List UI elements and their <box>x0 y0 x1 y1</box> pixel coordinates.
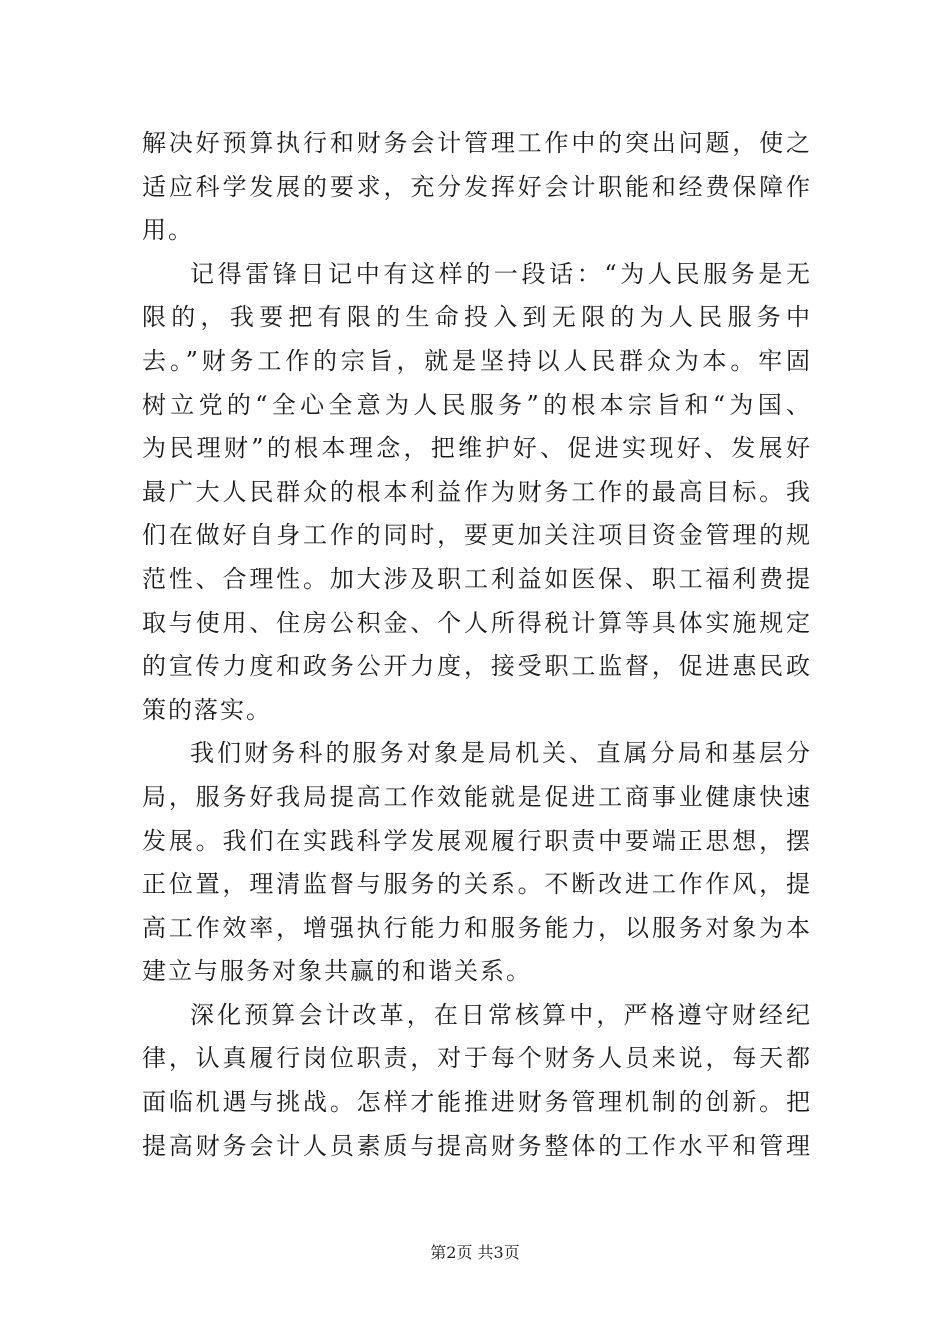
text-line: 们在做好自身工作的同时，要更加关注项目资金管理的规 <box>142 521 810 550</box>
text-line: 记得雷锋日记中有这样的一段话：“为人民服务是无 <box>190 259 810 288</box>
paragraph-1 <box>142 122 810 253</box>
text-line: 树立党的“全心全意为人民服务”的根本宗旨和“为国、 <box>142 390 810 419</box>
text-line: 适应科学发展的要求，充分发挥好会计职能和经费保障作 <box>142 172 810 201</box>
document-body <box>142 122 810 1168</box>
text-line: 发展。我们在实践科学发展观履行职责中要端正思想，摆 <box>142 826 810 855</box>
text-line: 用。 <box>142 216 194 245</box>
paragraph-3 <box>142 732 810 994</box>
text-line: 律，认真履行岗位职责，对于每个财务人员来说，每天都 <box>142 1044 810 1073</box>
page-footer <box>0 1240 950 1263</box>
text-line: 取与使用、住房公积金、个人所得税计算等具体实施规定 <box>142 608 810 637</box>
text-line: 范性、合理性。加大涉及职工利益如医保、职工福利费提 <box>142 564 810 593</box>
text-line: 我们财务科的服务对象是局机关、直属分局和基层分 <box>190 739 810 768</box>
text-line: 策的落实。 <box>142 695 272 724</box>
text-line: 面临机遇与挑战。怎样才能推进财务管理机制的创新。把 <box>142 1088 810 1117</box>
text-line: 最广大人民群众的根本利益作为财务工作的最高目标。我 <box>142 477 810 506</box>
text-line: 建立与服务对象共赢的和谐关系。 <box>142 957 532 986</box>
text-line: 为民理财”的根本理念，把维护好、促进实现好、发展好 <box>142 434 810 463</box>
text-line: 提高财务会计人员素质与提高财务整体的工作水平和管理 <box>142 1131 810 1160</box>
text-line: 解决好预算执行和财务会计管理工作中的突出问题，使之 <box>142 129 810 157</box>
page-number-label: 第2页 共3页 <box>430 1243 520 1262</box>
paragraph-2 <box>142 253 810 733</box>
text-line: 限的，我要把有限的生命投入到无限的为人民服务中 <box>142 303 810 332</box>
text-line: 去。”财务工作的宗旨，就是坚持以人民群众为本。牢固 <box>142 346 810 375</box>
text-line: 深化预算会计改革，在日常核算中，严格遵守财经纪 <box>190 1000 810 1029</box>
text-line: 高工作效率，增强执行能力和服务能力，以服务对象为本 <box>142 913 810 942</box>
text-line: 的宣传力度和政务公开力度，接受职工监督，促进惠民政 <box>142 652 810 681</box>
text-line: 正位置，理清监督与服务的关系。不断改进工作作风，提 <box>142 870 810 899</box>
paragraph-4 <box>142 994 810 1168</box>
text-line: 局，服务好我局提高工作效能就是促进工商事业健康快速 <box>142 782 810 811</box>
